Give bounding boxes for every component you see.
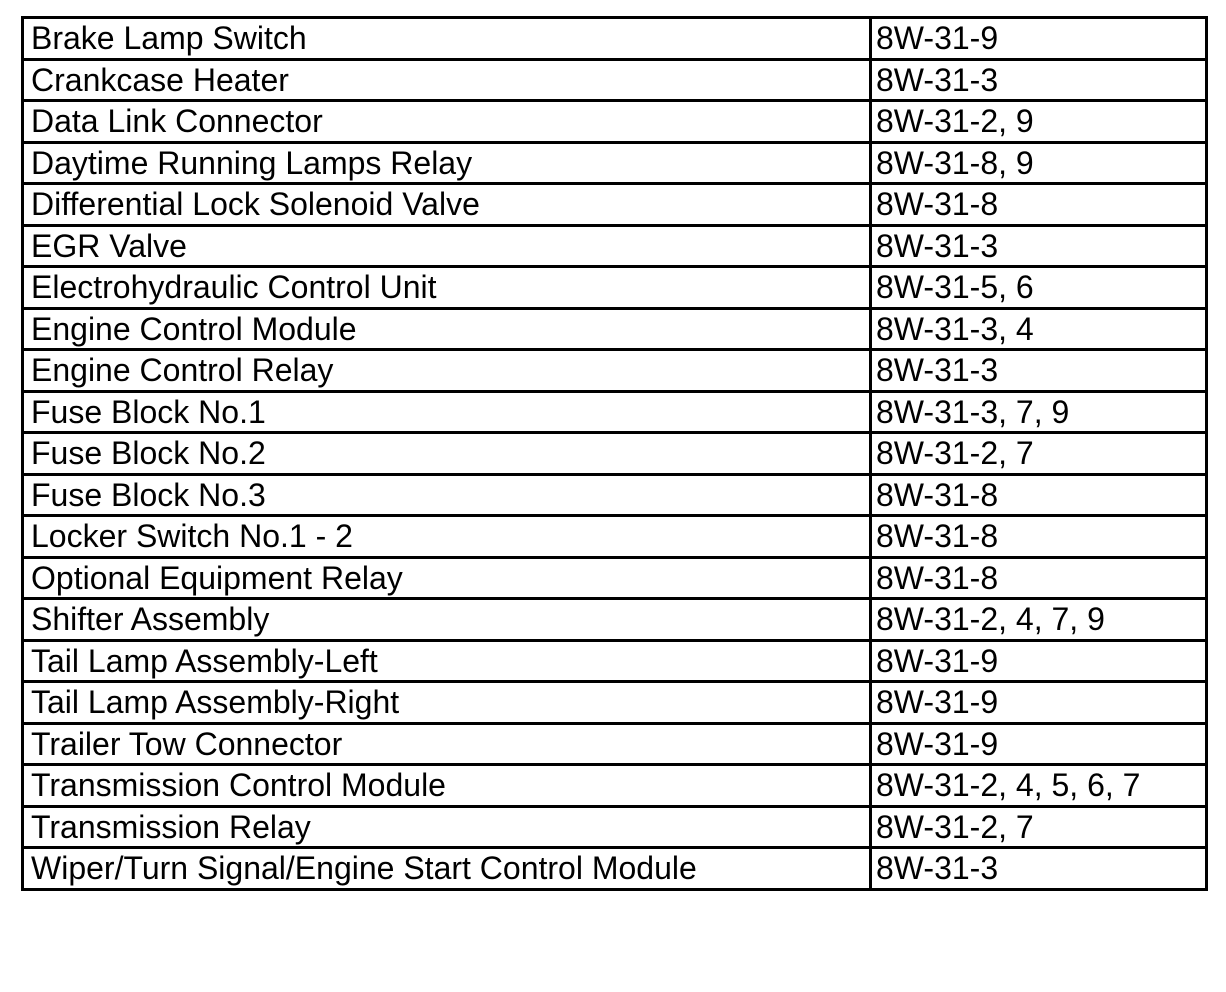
table-row [23,59,1207,101]
page-reference: 8W-31-5, 6 [871,267,1207,309]
component-name: Data Link Connector [23,101,871,143]
component-name: Tail Lamp Assembly-Right [23,682,871,724]
table-row [23,474,1207,516]
component-name: EGR Valve [23,225,871,267]
component-name: Transmission Control Module [23,765,871,807]
component-name: Daytime Running Lamps Relay [23,142,871,184]
component-page-table [21,16,1208,891]
page-reference: 8W-31-2, 4, 5, 6, 7 [871,765,1207,807]
table-row [23,433,1207,475]
page-reference: 8W-31-2, 7 [871,806,1207,848]
component-name: Crankcase Heater [23,59,871,101]
page-reference: 8W-31-2, 9 [871,101,1207,143]
table-row [23,848,1207,890]
component-name: Differential Lock Solenoid Valve [23,184,871,226]
component-name: Optional Equipment Relay [23,557,871,599]
page-reference: 8W-31-3 [871,225,1207,267]
table-row [23,516,1207,558]
page-reference: 8W-31-9 [871,18,1207,60]
page-reference: 8W-31-9 [871,640,1207,682]
table-row [23,142,1207,184]
page-reference: 8W-31-8 [871,557,1207,599]
table-row [23,765,1207,807]
component-name: Trailer Tow Connector [23,723,871,765]
table-row [23,350,1207,392]
page-reference: 8W-31-8, 9 [871,142,1207,184]
page-reference: 8W-31-3 [871,848,1207,890]
component-name: Locker Switch No.1 - 2 [23,516,871,558]
component-name: Brake Lamp Switch [23,18,871,60]
component-name: Tail Lamp Assembly-Left [23,640,871,682]
table-row [23,18,1207,60]
component-name: Fuse Block No.3 [23,474,871,516]
component-name: Transmission Relay [23,806,871,848]
table-row [23,391,1207,433]
component-name: Fuse Block No.1 [23,391,871,433]
table-row [23,308,1207,350]
page-reference: 8W-31-9 [871,682,1207,724]
page-reference: 8W-31-3 [871,59,1207,101]
table-row [23,101,1207,143]
component-name: Engine Control Module [23,308,871,350]
component-name: Wiper/Turn Signal/Engine Start Control Module [23,848,871,890]
table-row [23,806,1207,848]
page-reference: 8W-31-9 [871,723,1207,765]
table-row [23,640,1207,682]
page-reference: 8W-31-3, 4 [871,308,1207,350]
page-reference: 8W-31-8 [871,184,1207,226]
page-reference: 8W-31-8 [871,474,1207,516]
page-reference: 8W-31-8 [871,516,1207,558]
table-row [23,723,1207,765]
page-reference: 8W-31-3 [871,350,1207,392]
component-name: Engine Control Relay [23,350,871,392]
table-row [23,267,1207,309]
component-name: Fuse Block No.2 [23,433,871,475]
component-name: Shifter Assembly [23,599,871,641]
table-row [23,184,1207,226]
table-body [23,18,1207,890]
table-row [23,599,1207,641]
table-row [23,225,1207,267]
page-reference: 8W-31-2, 7 [871,433,1207,475]
component-name: Electrohydraulic Control Unit [23,267,871,309]
page-reference: 8W-31-3, 7, 9 [871,391,1207,433]
page-reference: 8W-31-2, 4, 7, 9 [871,599,1207,641]
table-row [23,557,1207,599]
table-row [23,682,1207,724]
